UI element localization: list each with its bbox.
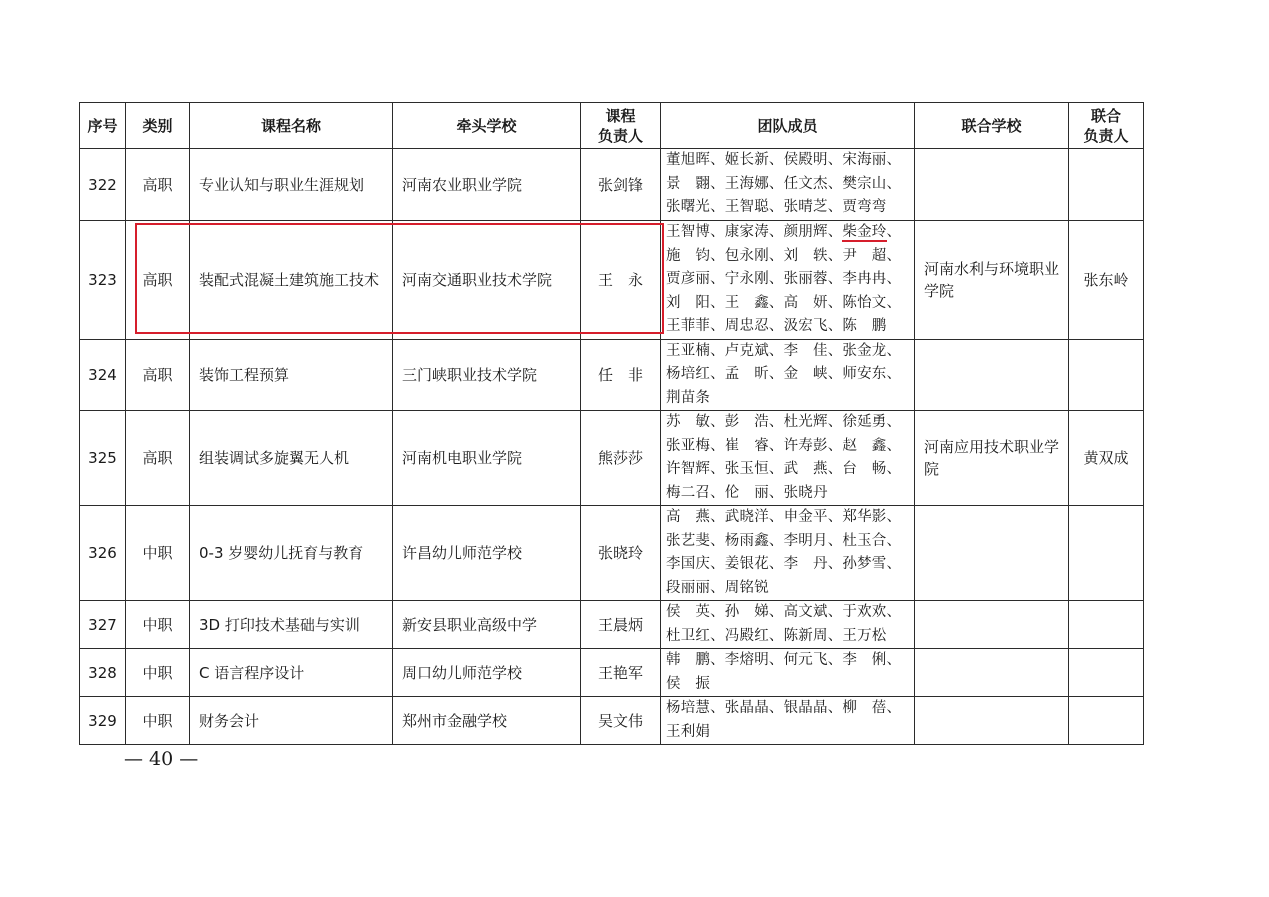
member-line: 梅二召、伦 丽、张晓丹 — [666, 484, 828, 501]
row-lead-school: 河南机电职业学院 — [393, 411, 581, 506]
row-category: 中职 — [126, 649, 190, 697]
row-category: 高职 — [126, 339, 190, 411]
row-partner-leader — [1069, 506, 1144, 601]
row-members — [661, 149, 915, 221]
row-course: 组装调试多旋翼无人机 — [190, 411, 393, 506]
row-seq: 327 — [80, 601, 126, 649]
table-row — [80, 601, 1144, 649]
row-partner-school: 河南水利与环境职业学院 — [915, 221, 1069, 340]
row-partner-leader — [1069, 339, 1144, 411]
row-leader: 张剑锋 — [581, 149, 661, 221]
member-line: 刘 阳、王 鑫、高 妍、陈怡文、 — [666, 294, 902, 311]
row-category: 高职 — [126, 411, 190, 506]
row-course: C 语言程序设计 — [190, 649, 393, 697]
row-lead-school: 三门峡职业技术学院 — [393, 339, 581, 411]
header-lead-school: 牵头学校 — [393, 103, 581, 149]
row-leader: 张晓玲 — [581, 506, 661, 601]
row-partner-leader — [1069, 601, 1144, 649]
row-course: 0-3 岁婴幼儿抚育与教育 — [190, 506, 393, 601]
row-leader: 王晨炳 — [581, 601, 661, 649]
header-partner-leader — [1069, 103, 1144, 149]
member-names: 王智博、康家涛、颜朋辉、 — [666, 224, 843, 240]
header-members: 团队成员 — [661, 103, 915, 149]
row-category: 中职 — [126, 506, 190, 601]
underlined-member-name: 柴金玲 — [842, 224, 887, 240]
row-partner-school — [915, 149, 1069, 221]
row-members — [661, 649, 915, 697]
row-partner-leader: 黄双成 — [1069, 411, 1144, 506]
member-line: 董旭晖、姬长新、侯殿明、宋海丽、 — [666, 152, 902, 169]
header-row — [80, 103, 1144, 149]
row-partner-leader: 张东岭 — [1069, 221, 1144, 340]
row-partner-leader — [1069, 149, 1144, 221]
row-partner-school — [915, 697, 1069, 745]
row-seq: 322 — [80, 149, 126, 221]
table-row — [80, 221, 1144, 340]
member-line: 王菲菲、周忠忍、汲宏飞、陈 鹏 — [666, 318, 887, 334]
row-seq: 323 — [80, 221, 126, 340]
row-category: 高职 — [126, 149, 190, 221]
row-members — [661, 339, 915, 411]
row-partner-school — [915, 339, 1069, 411]
row-category: 中职 — [126, 697, 190, 745]
table-row — [80, 149, 1144, 221]
row-seq: 328 — [80, 649, 126, 697]
header-leader — [581, 103, 661, 149]
member-line: 高 燕、武晓洋、申金平、郑华影、 — [666, 509, 902, 525]
row-partner-school — [915, 601, 1069, 649]
row-course: 3D 打印技术基础与实训 — [190, 601, 393, 649]
row-partner-leader — [1069, 649, 1144, 697]
member-line: 侯 英、孙 娣、高文斌、于欢欢、 — [666, 604, 902, 620]
row-partner-leader — [1069, 697, 1144, 745]
table-row — [80, 506, 1144, 601]
row-course: 专业认知与职业生涯规划 — [190, 149, 393, 221]
row-course: 装饰工程预算 — [190, 339, 393, 411]
header-leader-line1: 课程 — [605, 106, 636, 125]
project-table — [79, 102, 1144, 745]
member-line: 侯 振 — [666, 675, 711, 692]
table-row — [80, 649, 1144, 697]
table-row — [80, 697, 1144, 745]
header-partner-school: 联合学校 — [915, 103, 1069, 149]
row-partner-school — [915, 649, 1069, 697]
member-line: 张艺斐、杨雨鑫、李明月、杜玉合、 — [666, 532, 902, 549]
member-separator: 、 — [886, 224, 902, 240]
row-members — [661, 411, 915, 506]
row-partner-school: 河南应用技术职业学院 — [915, 411, 1069, 506]
row-seq: 326 — [80, 506, 126, 601]
member-line: 苏 敏、彭 浩、杜光辉、徐延勇、 — [666, 414, 902, 430]
header-partner-leader-line1: 联合 — [1090, 106, 1121, 125]
row-leader: 任 非 — [581, 339, 661, 411]
row-members — [661, 506, 915, 601]
header-course: 课程名称 — [190, 103, 393, 149]
page-number: — 40 — — [124, 748, 199, 770]
row-leader: 王艳军 — [581, 649, 661, 697]
member-line: 景 翾、王海娜、任文杰、樊宗山、 — [666, 175, 902, 192]
header-leader-line2: 负责人 — [597, 126, 643, 145]
table-row — [80, 339, 1144, 411]
header-seq: 序号 — [80, 103, 126, 149]
row-leader: 王 永 — [581, 221, 661, 340]
member-line: 杨培红、孟 昕、金 峡、师安东、 — [666, 366, 902, 382]
row-course: 财务会计 — [190, 697, 393, 745]
row-leader: 熊莎莎 — [581, 411, 661, 506]
row-lead-school: 新安县职业高级中学 — [393, 601, 581, 649]
member-line: 杜卫红、冯殿红、陈新周、王万松 — [666, 627, 887, 644]
row-leader: 吴文伟 — [581, 697, 661, 745]
row-members — [661, 697, 915, 745]
row-course: 装配式混凝土建筑施工技术 — [190, 221, 393, 340]
member-line: 施 钧、包永刚、刘 轶、尹 超、 — [666, 247, 902, 264]
member-line: 韩 鹏、李熔明、何元飞、李 俐、 — [666, 652, 902, 668]
row-members — [661, 601, 915, 649]
header-partner-leader-line2: 负责人 — [1083, 126, 1129, 145]
member-line: 荆苗条 — [666, 389, 711, 406]
row-members — [661, 221, 915, 340]
member-line: 张亚梅、崔 睿、许寿彭、赵 鑫、 — [666, 437, 902, 454]
row-seq: 325 — [80, 411, 126, 506]
member-line: 张曙光、王智聪、张晴芝、贾弯弯 — [666, 199, 887, 216]
row-seq: 329 — [80, 697, 126, 745]
member-line: 李国庆、姜银花、李 丹、孙梦雪、 — [666, 556, 902, 572]
row-partner-school — [915, 506, 1069, 601]
member-line — [666, 221, 914, 245]
row-lead-school: 河南交通职业技术学院 — [393, 221, 581, 340]
member-line: 段丽丽、周铭锐 — [666, 579, 769, 596]
row-category: 中职 — [126, 601, 190, 649]
member-line: 许智辉、张玉恒、武 燕、台 畅、 — [666, 461, 902, 477]
row-lead-school: 周口幼儿师范学校 — [393, 649, 581, 697]
row-lead-school: 许昌幼儿师范学校 — [393, 506, 581, 601]
member-line: 王亚楠、卢克斌、李 佳、张金龙、 — [666, 342, 902, 359]
row-category: 高职 — [126, 221, 190, 340]
table-row — [80, 411, 1144, 506]
row-lead-school: 郑州市金融学校 — [393, 697, 581, 745]
member-line: 贾彦丽、宁永刚、张丽蓉、李冉冉、 — [666, 271, 902, 287]
member-line: 王利娟 — [666, 723, 711, 740]
row-lead-school: 河南农业职业学院 — [393, 149, 581, 221]
header-category: 类别 — [126, 103, 190, 149]
row-seq: 324 — [80, 339, 126, 411]
member-line: 杨培慧、张晶晶、银晶晶、柳 蓓、 — [666, 700, 902, 716]
